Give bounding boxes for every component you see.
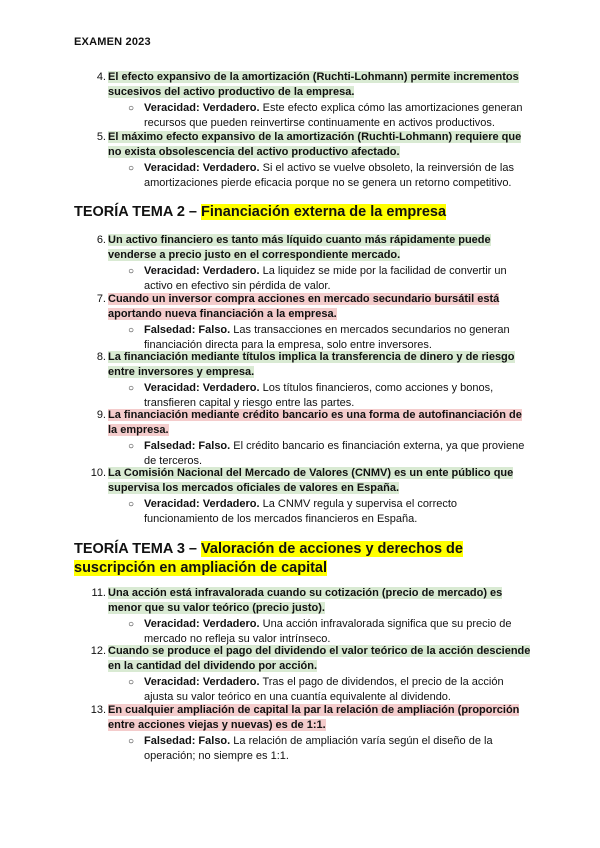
section-title-highlight: Valoración de acciones y derechos de suscripción en ampliación de capital — [74, 541, 463, 576]
answer-item: ○ Veracidad: Verdadero. Este efecto explica cómo las amortizaciones generan recursos que pueden reinvertirse continuamente en activos productivos. — [128, 102, 523, 129]
circle-bullet-icon: ○ — [128, 619, 135, 630]
answer-label: Veracidad — [144, 162, 196, 174]
circle-bullet-icon: ○ — [128, 383, 135, 394]
question-item — [74, 70, 534, 131]
answer-verdict: Verdadero. — [202, 498, 260, 510]
section-title-prefix: TEORÍA TEMA 2 – — [74, 204, 202, 220]
answer-explanation: Una acción infravalorada significa que su precio de mercado no refleja su valor intrínseco. — [144, 618, 512, 645]
answer-label: Veracidad — [144, 102, 196, 114]
answer-explanation: La CNMV regula y supervisa el correcto funcionamiento de los mercados financieros en España. — [144, 498, 458, 525]
answer-explanation: La liquidez se mide por la facilidad de convertir un activo en efectivo sin pérdida de valor. — [144, 265, 507, 292]
answer-label: Veracidad — [144, 676, 196, 688]
section-title-prefix: TEORÍA TEMA 3 – — [74, 541, 202, 557]
question-number: 11. — [91, 587, 106, 599]
answer-verdict: Verdadero. — [202, 102, 260, 114]
circle-bullet-icon: ○ — [128, 325, 135, 336]
question-text: El máximo efecto expansivo de la amortización (Ruchti-Lohmann) requiere que no exista obsolescencia del activo productivo afectado. — [108, 131, 522, 158]
answer-verdict: Verdadero. — [202, 382, 260, 394]
circle-bullet-icon: ○ — [128, 441, 135, 452]
circle-bullet-icon: ○ — [128, 677, 135, 688]
question-item — [74, 350, 534, 411]
answer-verdict: Verdadero. — [202, 162, 260, 174]
page-header: EXAMEN 2023 — [74, 36, 151, 48]
question-number: 12. — [90, 645, 106, 657]
answer-item: ○ Falsedad: Falso. El crédito bancario es financiación externa, ya que proviene de terceros. — [128, 440, 525, 467]
question-text: La financiación mediante títulos implica la transferencia de dinero y de riesgo entre inversores y empresa. — [108, 351, 515, 378]
answer-item: ○ Veracidad: Verdadero. Si el activo se vuelve obsoleto, la reinversión de las amortizaciones pierde eficacia porque no se genera un retorno competitivo. — [128, 162, 514, 189]
answer-verdict: Verdadero. — [202, 265, 260, 277]
question-text: En cualquier ampliación de capital la par la relación de ampliación (proporción entre acciones viejas y nuevas) es de 1:1. — [108, 704, 520, 731]
question-item — [74, 292, 534, 353]
circle-bullet-icon: ○ — [128, 103, 135, 114]
answer-verdict: Falso. — [198, 324, 231, 336]
section-title-tema-2 — [74, 203, 534, 222]
answer-verdict: Verdadero. — [202, 618, 260, 630]
question-item — [74, 644, 534, 705]
answer-label: Falsedad — [144, 440, 192, 452]
answer-item: ○ Veracidad: Verdadero. La liquidez se mide por la facilidad de convertir un activo en efectivo sin pérdida de valor. — [128, 265, 507, 292]
answer-verdict: Falso. — [198, 440, 231, 452]
answer-label: Veracidad — [144, 265, 196, 277]
answer-verdict: Verdadero. — [202, 676, 260, 688]
answer-explanation: Los títulos financieros, como acciones y bonos, transfieren capital y riesgo entre las partes. — [144, 382, 494, 409]
answer-item: ○ Veracidad: Verdadero. La CNMV regula y supervisa el correcto funcionamiento de los mercados financieros en España. — [128, 498, 458, 525]
question-text: Cuando se produce el pago del dividendo el valor teórico de la acción desciende en la cantidad del dividendo por acción. — [108, 645, 531, 672]
question-number: 13. — [90, 704, 106, 716]
answer-label: Falsedad — [144, 324, 192, 336]
circle-bullet-icon: ○ — [128, 499, 135, 510]
circle-bullet-icon: ○ — [128, 266, 135, 277]
answer-label: Veracidad — [144, 382, 196, 394]
answer-label: Falsedad — [144, 735, 192, 747]
circle-bullet-icon: ○ — [128, 163, 135, 174]
question-number: 7. — [96, 293, 106, 305]
question-number: 6. — [96, 234, 106, 246]
answer-explanation: Si el activo se vuelve obsoleto, la reinversión de las amortizaciones pierde eficacia porque no se genera un retorno competitivo. — [144, 162, 514, 189]
question-number: 5. — [96, 131, 106, 143]
question-item — [74, 586, 534, 647]
question-item — [74, 130, 534, 191]
answer-explanation: El crédito bancario es financiación externa, ya que proviene de terceros. — [144, 440, 525, 467]
question-text: Un activo financiero es tanto más líquido cuanto más rápidamente puede venderse a precio justo en el correspondiente mercado. — [108, 234, 491, 261]
question-text: El efecto expansivo de la amortización (Ruchti-Lohmann) permite incrementos sucesivos del activo productivo de la empresa. — [108, 71, 519, 98]
answer-item: ○ Veracidad: Verdadero. Una acción infravalorada significa que su precio de mercado no refleja su valor intrínseco. — [128, 618, 512, 645]
question-number: 9. — [96, 409, 106, 421]
answer-item: ○ Veracidad: Verdadero. Los títulos financieros, como acciones y bonos, transfieren capital y riesgo entre las partes. — [128, 382, 494, 409]
question-number: 4. — [96, 71, 106, 83]
question-text: Una acción está infravalorada cuando su cotización (precio de mercado) es menor que su valor teórico (precio justo). — [108, 587, 503, 614]
answer-label: Veracidad — [144, 498, 196, 510]
question-item — [74, 466, 534, 527]
section-title-highlight: Financiación externa de la empresa — [201, 204, 447, 220]
section-title-tema-3 — [74, 540, 534, 578]
answer-verdict: Falso. — [198, 735, 231, 747]
answer-explanation: Este efecto explica cómo las amortizaciones generan recursos que pueden reinvertirse continuamente en activos productivos. — [144, 102, 523, 129]
question-item — [74, 233, 534, 294]
answer-label: Veracidad — [144, 618, 196, 630]
answer-explanation: Tras el pago de dividendos, el precio de la acción ajusta su valor teórico en una cuantía equivalente al dividendo. — [144, 676, 504, 703]
question-text: Cuando un inversor compra acciones en mercado secundario bursátil está aportando nueva financiación a la empresa. — [108, 293, 500, 320]
answer-item: ○ Veracidad: Verdadero. Tras el pago de dividendos, el precio de la acción ajusta su valor teórico en una cuantía equivalente al dividendo. — [128, 676, 504, 703]
question-number: 8. — [96, 351, 106, 363]
answer-explanation: Las transacciones en mercados secundarios no generan financiación directa para la empresa, solo entre inversores. — [144, 324, 510, 351]
question-number: 10. — [90, 467, 106, 479]
circle-bullet-icon: ○ — [128, 736, 135, 747]
question-item — [74, 703, 534, 764]
question-text: La financiación mediante crédito bancario es una forma de autofinanciación de la empresa. — [108, 409, 522, 436]
question-text: La Comisión Nacional del Mercado de Valores (CNMV) es un ente público que supervisa los mercados oficiales de valores en España. — [108, 467, 514, 494]
answer-explanation: La relación de ampliación varía según el diseño de la operación; no siempre es 1:1. — [144, 735, 493, 762]
question-item — [74, 408, 534, 469]
answer-item: ○ Falsedad: Falso. La relación de ampliación varía según el diseño de la operación; no siempre es 1:1. — [128, 735, 493, 762]
answer-item: ○ Falsedad: Falso. Las transacciones en mercados secundarios no generan financiación directa para la empresa, solo entre inversores. — [128, 324, 510, 351]
